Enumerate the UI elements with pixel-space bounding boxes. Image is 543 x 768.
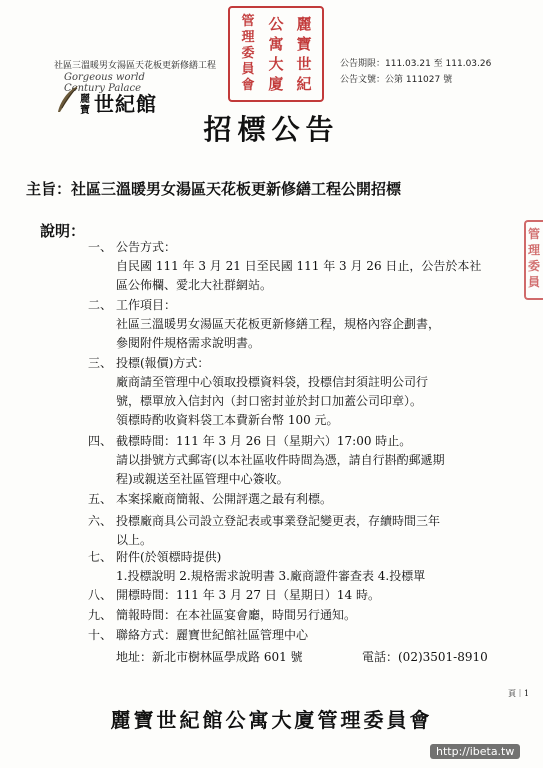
item-line: 參閱附件規格需求說明書。	[116, 336, 261, 350]
item-heading: 截標時間：111 年 3 月 26 日（星期六）17:00 時止。	[116, 434, 412, 448]
item-heading: 工作項目：	[116, 298, 177, 312]
page-number: 頁｜1	[508, 689, 530, 698]
item-line: 社區三溫暖男女湯區天花板更新修繕工程，規格內容企劃書，	[116, 317, 441, 331]
committee-seal	[228, 6, 324, 102]
item-number: 三、	[88, 356, 113, 370]
item-line: 自民國 111 年 3 月 21 日至民國 111 年 3 月 26 日止，公告於本社	[116, 259, 482, 273]
item-number: 十、	[88, 628, 113, 642]
contact-phone: 電話：(02)3501-8910	[362, 650, 488, 664]
item-heading: 簡報時間：在本社區宴會廳，時間另行通知。	[116, 608, 357, 622]
item-line: 請以掛號方式郵寄(以本社區收件時間為憑，請自行斟酌郵遞期	[116, 453, 445, 467]
explain-label: 說明：	[40, 222, 86, 240]
watermark: http://ibeta.tw	[430, 744, 520, 759]
item-heading: 投標廠商具公司設立登記表或事業登記變更表，存續時間三年	[116, 514, 441, 528]
contact-address: 地址：新北市樹林區學成路 601 號	[116, 650, 303, 664]
seal-col-1: 麗 寶 世 紀	[296, 15, 312, 93]
announce-period: 公告期限：111.03.21 至 111.03.26	[340, 59, 492, 69]
item-heading: 公告方式：	[116, 240, 177, 254]
logo-brand-small: 麗寶	[80, 94, 90, 116]
item-line: 區公佈欄、愛北大社群網站。	[116, 278, 273, 292]
header-left-text: 社區三溫暖男女湯區天花板更新修繕工程	[54, 61, 217, 71]
item-number: 八、	[88, 588, 113, 602]
item-number: 六、	[88, 514, 113, 528]
doc-number: 公告文號：公第 111027 號	[340, 75, 453, 85]
item-line: 以上。	[116, 533, 153, 547]
page-title: 招標公告	[203, 113, 340, 146]
subject-line: 主旨：社區三溫暖男女湯區天花板更新修繕工程公開招標	[26, 180, 402, 198]
seal-col-3: 管 理 委 員 會	[241, 14, 255, 93]
item-heading: 本案採廠商簡報、公開評選之最有利標。	[116, 492, 333, 506]
side-stamp: 管 理 委 員	[524, 220, 543, 300]
item-heading: 聯絡方式：麗寶世紀館社區管理中心	[116, 628, 309, 642]
item-line: 領標時酌收資料袋工本費新台幣 100 元。	[116, 413, 339, 427]
item-heading: 投標(報價)方式：	[116, 356, 210, 370]
item-line: 1.投標說明 2.規格需求說明書 3.廠商證件審查表 4.投標單	[116, 569, 426, 583]
item-number: 七、	[88, 550, 113, 564]
logo-brand: 世紀館	[94, 92, 157, 116]
footer-organization: 麗寶世紀館公寓大廈管理委員會	[110, 708, 433, 732]
item-number: 一、	[88, 240, 113, 254]
seal-col-2: 公 寓 大 廈	[268, 15, 284, 93]
item-number: 五、	[88, 492, 113, 506]
logo-script-text: Gorgeous world Century Palace	[64, 72, 145, 94]
item-heading: 開標時間：111 年 3 月 27 日（星期日）14 時。	[116, 588, 380, 602]
item-number: 二、	[88, 298, 113, 312]
item-number: 九、	[88, 608, 113, 622]
item-line: 程)或親送至社區管理中心簽收。	[116, 472, 289, 486]
item-heading: 附件(於領標時提供)	[116, 550, 222, 564]
item-line: 號，標單放入信封內（封口密封並於封口加蓋公司印章）。	[116, 394, 423, 408]
item-line: 廠商請至管理中心領取投標資料袋，投標信封須註明公司行	[116, 375, 429, 389]
item-number: 四、	[88, 434, 113, 448]
